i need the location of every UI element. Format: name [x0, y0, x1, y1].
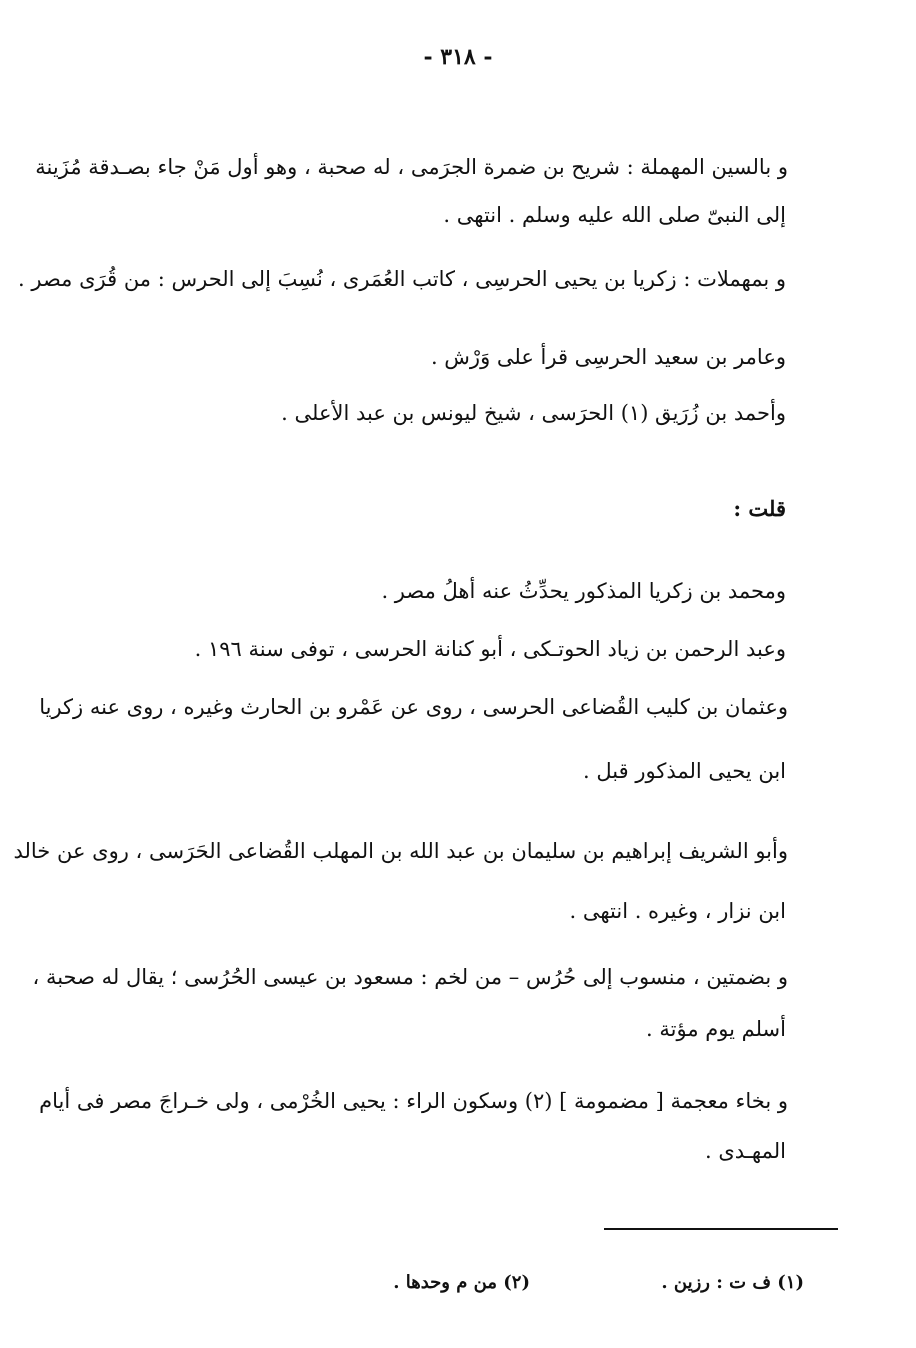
- text-line: ومحمد بن زكريا المذكور يحدِّثُ عنه أهلُ مصر .: [381, 579, 786, 603]
- page-number: - ٣١٨ -: [423, 44, 493, 70]
- text-line: وعثمان بن كليب القُضاعى الحرسى ، روى عن عَمْرو بن الحارث وغيره ، روى عنه زكريا: [39, 695, 788, 719]
- text-line: ابن نزار ، وغيره . انتهى .: [569, 899, 786, 923]
- text-line: وعبد الرحمن بن زياد الحوتـكى ، أبو كنانة الحرسى ، توفى سنة ١٩٦ .: [194, 637, 786, 661]
- footnote-2: (٢) من م وحدها .: [393, 1272, 530, 1293]
- footnote-1: (١) ف ت : رزين .: [661, 1272, 804, 1293]
- text-line: أسلم يوم مؤتة .: [646, 1017, 786, 1041]
- text-line: وعامر بن سعيد الحرسِى قرأ على وَرْش .: [430, 345, 786, 369]
- text-line: و بخاء معجمة [ مضمومة ] (٢) وسكون الراء : يحيى الخُرْمى ، ولى خـراجَ مصر فى أيام: [39, 1089, 788, 1113]
- section-heading: قلت :: [733, 496, 786, 521]
- text-line: إلى النبىّ صلى الله عليه وسلم . انتهى .: [443, 203, 786, 227]
- text-line: و بضمتين ، منسوب إلى حُرُس – من لخم : مسعود بن عيسى الحُرُسى ؛ يقال له صحبة ،: [32, 965, 788, 989]
- text-line: المهـدى .: [704, 1139, 786, 1163]
- text-line: و بالسين المهملة : شريح بن ضمرة الجرَمى ، له صحبة ، وهو أول مَنْ جاء بصـدقة مُزَينة: [35, 155, 788, 179]
- footnote-divider: [604, 1228, 838, 1230]
- text-line: وأبو الشريف إبراهيم بن سليمان بن عبد الله بن المهلب القُضاعى الحَرَسى ، روى عن خالد: [13, 839, 788, 863]
- text-line: ابن يحيى المذكور قبل .: [583, 759, 786, 783]
- text-line: وأحمد بن زُرَيق (١) الحرَسى ، شيخ ليونس بن عبد الأعلى .: [281, 401, 786, 425]
- text-line: و بمهملات : زكريا بن يحيى الحرسِى ، كاتب العُمَرى ، نُسِبَ إلى الحرس : من قُرَى مصر .: [18, 267, 786, 291]
